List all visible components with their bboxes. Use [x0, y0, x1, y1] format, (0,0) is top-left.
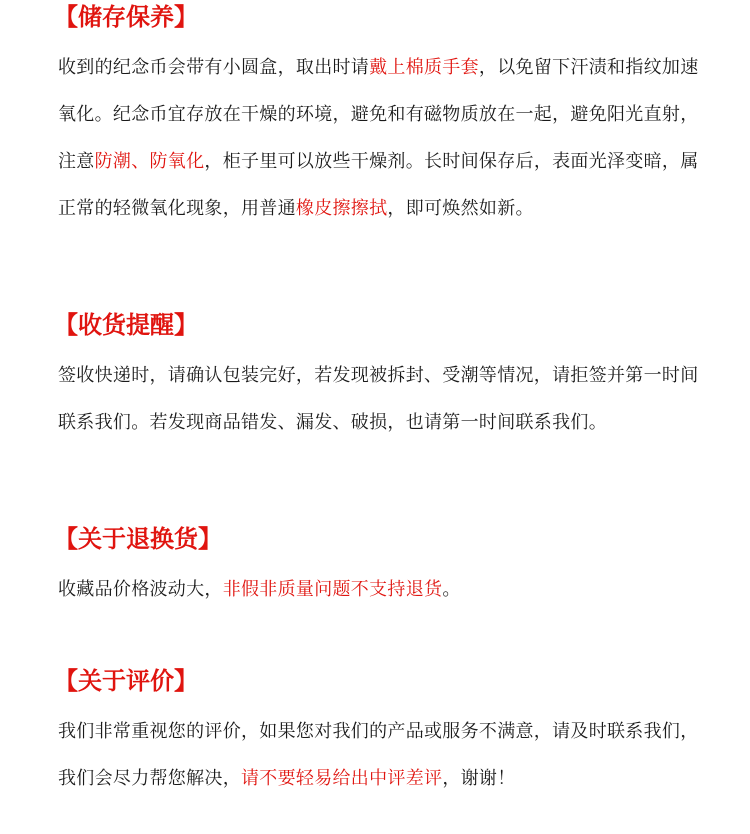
section-paragraph	[58, 708, 708, 802]
section-returns	[54, 524, 708, 613]
highlight-segment: 戴上棉质手套	[369, 57, 479, 78]
section-heading: 【收货提醒】	[54, 311, 198, 339]
text-segment: ，即可焕然如新。	[387, 198, 534, 219]
highlight-segment: 请不要轻易给出中评差评	[241, 768, 443, 789]
text-segment: 收到的纪念币会带有小圆盒，取出时请	[58, 57, 370, 78]
section-heading: 【关于评价】	[54, 667, 198, 695]
section-heading: 【关于退换货】	[54, 525, 222, 553]
text-segment: ，谢谢！	[442, 768, 516, 789]
text-segment: 收藏品价格波动大，	[58, 579, 223, 600]
section-reviews	[54, 666, 708, 802]
section-paragraph	[58, 44, 708, 232]
text-segment: ，以免留下汗渍和指纹加速氧化。纪念币宜存放在干燥的环境，避免和有磁物质放在一起，避免阳光直射，注意	[58, 57, 699, 172]
text-segment: ，柜子里可以放些干燥剂。长时间保存后，表面光泽变暗，属正常的轻微氧化现象，用普通	[58, 151, 699, 219]
text-segment: 我们非常重视您的评价，如果您对我们的产品或服务不满意，请及时联系我们，我们会尽力帮您解决，	[58, 721, 699, 789]
highlight-segment: 橡皮擦擦拭	[295, 198, 388, 219]
text-segment: 。	[442, 579, 461, 600]
section-receipt	[54, 310, 708, 446]
text-segment: 签收快递时，请确认包装完好，若发现被拆封、受潮等情况，请拒签并第一时间联系我们。若发现商品错发、漏发、破损，也请第一时间联系我们。	[58, 365, 699, 433]
highlight-segment: 非假非质量问题不支持退货	[222, 579, 443, 600]
section-paragraph	[58, 352, 708, 446]
section-paragraph	[58, 566, 708, 613]
highlight-segment: 防潮、防氧化	[94, 151, 205, 172]
section-heading: 【储存保养】	[54, 3, 198, 31]
section-storage	[54, 2, 708, 232]
